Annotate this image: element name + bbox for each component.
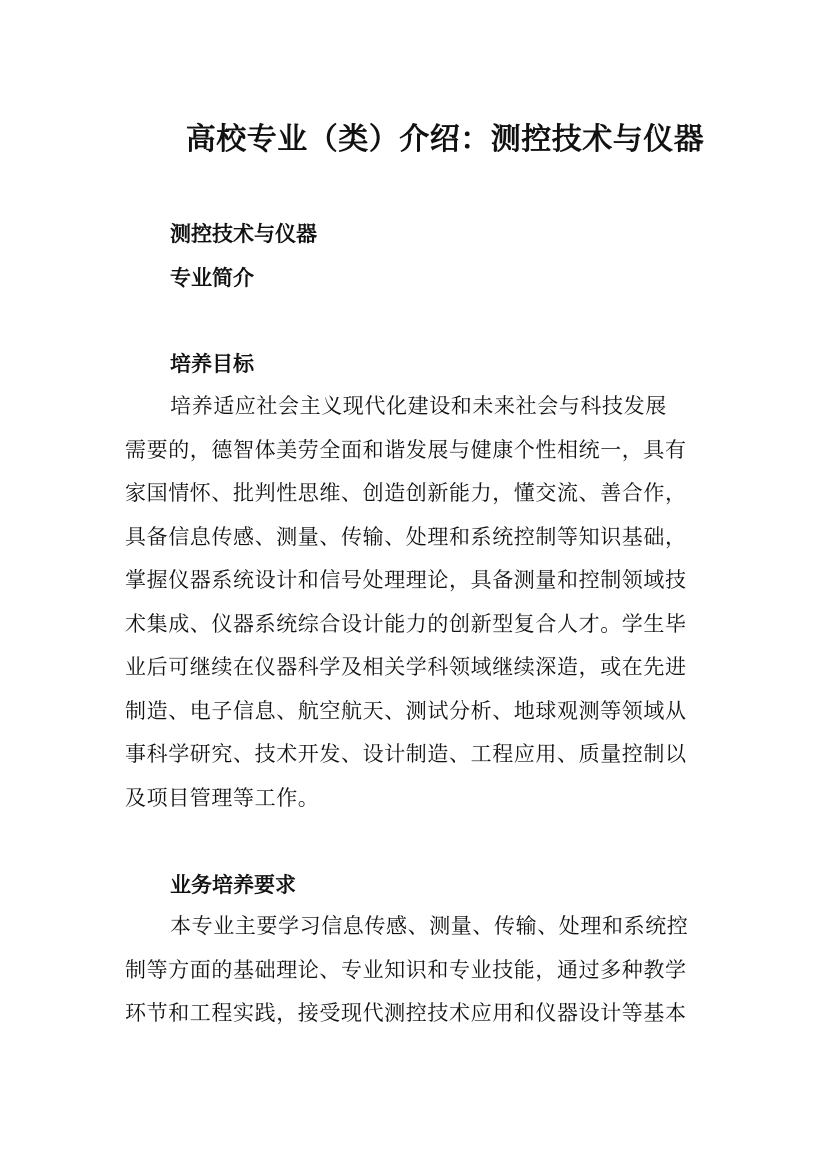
paragraph-line: 业后可继续在仪器科学及相关学科领域继续深造，或在先进: [125, 655, 687, 679]
paragraph-line: 具备信息传感、测量、传输、处理和系统控制等知识基础，: [125, 524, 687, 549]
paragraph-line: 事科学研究、技术开发、设计制造、工程应用、质量控制以: [125, 742, 687, 766]
section-heading-requirements: 业务培养要求: [170, 873, 296, 897]
paragraph-line: 环节和工程实践，接受现代测控技术应用和仪器设计等基本: [125, 1001, 687, 1025]
intro-heading: 专业简介: [170, 266, 254, 290]
paragraph-line: 术集成、仪器系统综合设计能力的创新型复合人才。学生毕: [125, 611, 687, 636]
paragraph-line: 本专业主要学习信息传感、测量、传输、处理和系统控: [170, 914, 689, 938]
paragraph-line: 需要的，德智体美劳全面和谐发展与健康个性相统一，具有: [125, 437, 687, 462]
section-paragraph-goals: [125, 385, 715, 820]
document-title: 高校专业（类）介绍：测控技术与仪器: [185, 122, 705, 157]
section-paragraph-requirements: [125, 905, 715, 1036]
paragraph-line: 掌握仪器系统设计和信号处理理论，具备测量和控制领域技: [125, 568, 687, 592]
paragraph-line: 家国情怀、批判性思维、创造创新能力，懂交流、善合作，: [125, 481, 687, 505]
paragraph-line: 制等方面的基础理论、专业知识和专业技能，通过多种教学: [125, 957, 687, 982]
paragraph-line: 及项目管理等工作。: [125, 785, 320, 810]
paragraph-line: 培养适应社会主义现代化建设和未来社会与科技发展: [170, 394, 667, 418]
major-name-heading: 测控技术与仪器: [170, 222, 317, 246]
paragraph-line: 制造、电子信息、航空航天、测试分析、地球观测等领域从: [125, 698, 687, 723]
section-heading-goals: 培养目标: [170, 352, 254, 376]
